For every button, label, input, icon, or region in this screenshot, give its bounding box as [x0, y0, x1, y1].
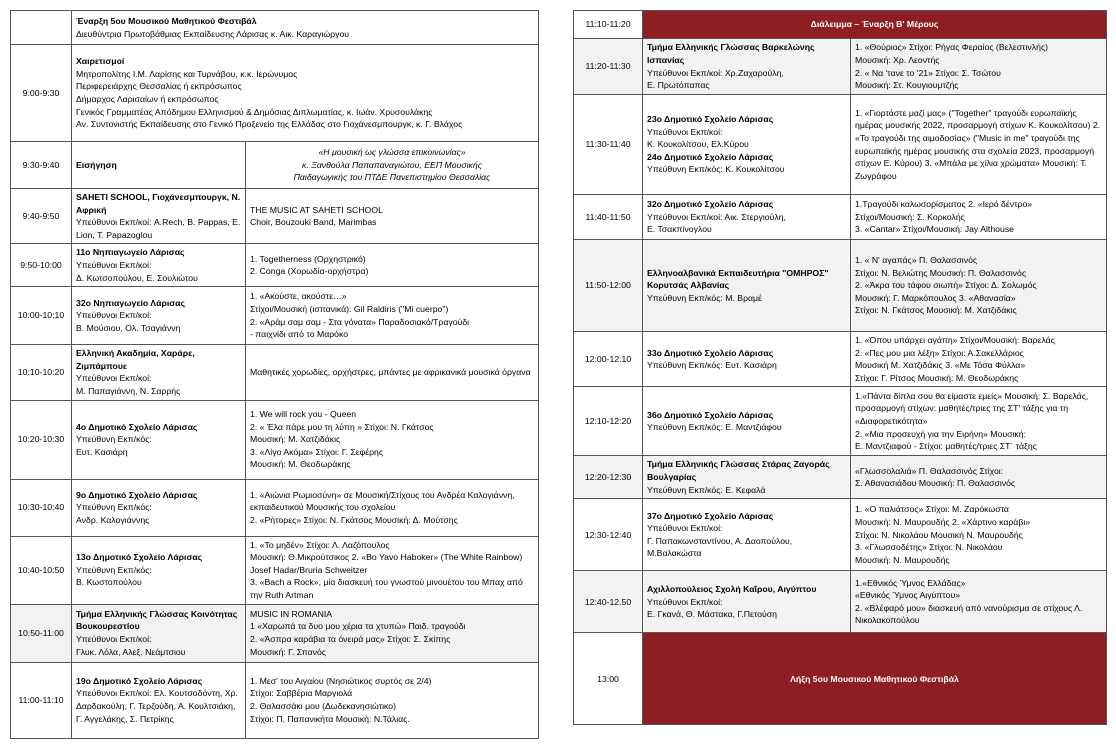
performer-name: 11ο Νηπιαγωγείο Λάρισας [76, 247, 185, 258]
performer-line [647, 583, 846, 608]
time-cell: 13:00 [574, 633, 643, 725]
program-line: «Εθνικός Ύμνος Αιγύπτου» [855, 590, 961, 601]
teacher-line: Υπεύθυνοι Εκπ/κοί: [76, 259, 152, 270]
teacher-line: Μ. Παπαγιάννη, Ν. Σαρρής [76, 385, 181, 396]
program-cell [246, 604, 539, 662]
performer-name: 33ο Δημοτικό Σχολείο Λάρισας [647, 347, 774, 358]
closing-row [574, 633, 1107, 725]
performer-cell [72, 287, 246, 345]
program-line: - παιχνίδι από το Μαρόκο [250, 329, 349, 340]
program-line: Στίχοι: Σαββέρια Μαργιολά [250, 688, 353, 699]
teacher-line: Υπεύθυνη Εκπ/κός: Κ. Κουκολίτσου [647, 164, 785, 175]
program-cell [246, 142, 539, 189]
performer-cell [72, 536, 246, 604]
program-line: Στίχοι/Μουσική (ισπανικά): Gil Raldiris ("Mi cuerpo") [250, 304, 449, 315]
time-cell: 11:20-11:30 [574, 39, 643, 95]
greeting-line: Μητροπολίτης Ι.Μ. Λαρίσης και Τυρνάβου, κ.κ. Ιερώνυμος [76, 68, 298, 79]
program-line: 2. Θαλασσάκι μου (Δωδεκανησιώτικο) [250, 701, 397, 712]
time-cell: 9:00-9:30 [11, 45, 72, 142]
greetings-title: Χαιρετισμοί [76, 56, 125, 67]
time-cell: 11:50-12:00 [574, 240, 643, 332]
greeting-line: Δήμαρχος Λαρισαίων ή εκπρόσωπος [76, 94, 219, 104]
program-cell [851, 95, 1107, 195]
teacher-line: Υπεύθυνοι Εκπ/κοί: [647, 126, 723, 137]
schedule-row [574, 95, 1107, 195]
program-line: Μουσική Μ. Χατζιδάκις 3. «Με Τόσα Φύλλα» [855, 360, 1026, 371]
performer-cell [643, 456, 851, 499]
schedule-row [574, 571, 1107, 633]
program-line: Στίχοι: Ν. Βελιώτης Μουσική: Π. Θαλασσινός [855, 267, 1027, 278]
teacher-line: Κ. Κουκολίτσου, Ελ.Κύρου [647, 139, 749, 150]
teacher-line: Υπεύθυνοι Εκπ/κοί: Χρ.Ζαχαρούλη, [647, 67, 784, 78]
performer-cell [643, 95, 851, 195]
teacher-line: Υπεύθυνοι Εκπ/κοί: [647, 523, 723, 534]
program-cell [851, 387, 1107, 456]
program-line: 2. «Πες μου μια λέξη» Στίχοι: Α.Σακελλάριος [855, 347, 1024, 358]
teacher-line: Υπεύθυνοι Εκπ/κοί: [76, 634, 152, 645]
teacher-line: Υπεύθυνη Εκπ/κός: [76, 434, 152, 445]
performer-cell [72, 345, 246, 400]
performer-name: SAHETI SCHOOL, Γιοχάνεσμπουργκ, Ν. Αφρική [76, 192, 241, 215]
teacher-line: Υπεύθυνοι Εκπ/κοί: Αικ. Στεργιούλη, [647, 211, 786, 222]
program-line: Σ. Αθανασιάδου Μουσική: Π. Θαλασσινός [855, 478, 1016, 489]
break-banner: Διάλειμμα – Έναρξη Β' Μέρους [643, 11, 1107, 39]
teacher-line: Υπεύθυνοι Εκπ/κοί: [76, 373, 152, 384]
program-line: 1. Μεσ' του Αιγαίου (Νησιώτικος συρτός σε 2/4) [250, 675, 432, 686]
program-cell [246, 287, 539, 345]
program-line: 1.«Πάντα δίπλα σου θα είμαστε εμείς» Μουσική: Σ. Βαρελάς, προσαρμογή στίχων: μαθητές/τριες της ΣΤ' τάξης για τη «Διαφορετικότητα» [855, 390, 1089, 427]
schedule-row [574, 39, 1107, 95]
schedule-row [11, 287, 539, 345]
teacher-line: Γ. Παπακωνσταντίνου, Α. Δαοπούλου, [647, 535, 793, 546]
performer-cell [72, 604, 246, 662]
program-cell [851, 332, 1107, 387]
schedule-row [11, 536, 539, 604]
program-line: Choir, Bouzouki Band, Marimbas [250, 217, 377, 228]
teacher-line: Ε. Πρωτόπαπας [647, 80, 710, 91]
program-line: Ε. Μαντζιαφού - Στίχοι: μαθητές/τριες ΣΤ΄ τάξης [855, 441, 1037, 452]
performer-name: Τμήμα Ελληνικής Γλώσσας Κοινότητας Βουκουρεστίου [76, 608, 238, 632]
performer-name: Τμήμα Ελληνικής Γλώσσας Βαρκελώνης Ισπανίας [647, 42, 815, 65]
program-line: Μουσική: Μ. Θεοδωράκης [250, 459, 351, 470]
performer-name: Ελληνική Ακαδημία, Χαράρε, Ζιμπάμπουε [76, 348, 195, 371]
schedule-row [11, 345, 539, 400]
program-line: Στίχοι: Π. Παπανικήτα Μουσική: Ν.Τάλιας. [250, 713, 410, 724]
program-line: 2. « Να 'τανε το '21» Στίχοι: Σ. Τσώτου [855, 67, 1001, 78]
performer-cell [643, 571, 851, 633]
schedule-row [11, 662, 539, 738]
program-line: 2. «Άκρα του τάφου σιωπή» Στίχοι: Δ. Σολωμός [855, 280, 1037, 291]
program-line: Μαθητικές χορωδίες, ορχήστρες, μπάντες με αφρικανικά μουσικά όργανα [250, 367, 531, 378]
teacher-line: Ευτ. Κασιάρη [76, 446, 128, 457]
program-line: Μουσική: Γ. Μαρκόπουλος 3. «Αθανασία» [855, 292, 1016, 303]
program-line: 2. «Βλέφαρό μου» διασκευή από νανούρισμα σε στίχους Λ. Νικολακοπούλου [855, 602, 1083, 626]
performer-cell [643, 332, 851, 387]
performer-cell [72, 479, 246, 536]
time-cell: 11:10-11:20 [574, 11, 643, 39]
program-line: Μουσική: Θ.Μικρούτσικος 2. «Bo Yavo Haboker» (The White Rainbow) Josef Hadar/Bruria Schweitzer [250, 552, 523, 575]
time-cell: 11:40-11:50 [574, 195, 643, 240]
program-line: 2. « Έλα πάρε μου τη λύπη » Στίχοι: Ν. Γκάτσος [250, 421, 434, 432]
program-cell [851, 39, 1107, 95]
teacher-line: Δ. Κωτσοπούλου, Ε. Σουλιώτου [76, 272, 198, 283]
teacher-line: Υπεύθυνη Εκπ/κός: [76, 502, 152, 513]
opening-subtitle: Διευθύντρια Πρωτοβάθμιας Εκπαίδευσης Λάρισας κ. Αικ. Καραγιώργου [76, 28, 350, 39]
greeting-line: Γενικός Γραμματέας Απόδημου Ελληνισμού & Δημόσιας Διπλωματίας, κ. Ιωάν. Χρυσουλάκης [76, 106, 433, 117]
time-cell: 10:10-10:20 [11, 345, 72, 400]
program-line: Μουσική: Χρ. Λεοντής [855, 54, 940, 65]
program-line: 2. «Αράμ σαμ σαμ - Στα γόνατα» Παραδοσιακό/Τραγούδι [250, 316, 470, 327]
program-cell [246, 662, 539, 738]
program-cell [851, 571, 1107, 633]
performer-name: Αχιλλοπούλειος Σχολή Καΐρου, Αιγύπτου [647, 583, 817, 594]
teacher-line: Υπεύθυνη Εκπ/κός: Ε. Κεφαλά [647, 484, 766, 495]
time-cell: 10:30-10:40 [11, 479, 72, 536]
program-line: 2. «Ρήτορες» Στίχοι: Ν. Γκάτσος Μουσική: Δ. Μούτσης [250, 514, 458, 525]
schedule-row [574, 499, 1107, 571]
program-line: 1. « Ν' αγαπάς» Π. Θαλασσινός [855, 255, 978, 266]
program-line: 1 «Χαρωπά τα δυο μου χέρια τα χτυπώ» Παιδ. τραγούδι [250, 621, 466, 632]
program-cell [246, 479, 539, 536]
teacher-line: Μ.Βαλακώστα [647, 548, 702, 559]
time-cell [11, 11, 72, 45]
greetings-cell [72, 45, 539, 142]
schedule-table-part-1 [10, 10, 539, 739]
program-line: 1. «Όπου υπάρχει αγάπη» Στίχοι/Μουσική: Βαρελάς [855, 335, 1055, 345]
program-line: 2. «Μια προσευχή για την Ειρήνη» Μουσική: [855, 428, 1027, 439]
performer-cell [72, 662, 246, 738]
program-line: «Γλωσσολαλιά» Π. Θαλασσινός Στίχοι: [855, 465, 1004, 476]
program-cell [851, 240, 1107, 332]
time-cell: 12:40-12.50 [574, 571, 643, 633]
program-line: Μουσική: Γ. Σπανός [250, 646, 326, 657]
performer-note: Υπεύθυνοι Εκπ/κοί: [647, 596, 723, 607]
program-line: 1.«Εθνικός Ύμνος Ελλάδας» [855, 577, 966, 588]
program-line: 1. «Το μηδέν» Στίχοι: Λ. Λαζόπουλος [250, 539, 390, 550]
program-line: 3. «Cantar» Στίχοι/Μουσική: Jay Althouse [855, 224, 1015, 235]
time-cell: 11:00-11:10 [11, 662, 72, 738]
program-line: 3. «Λίγο Ακόμα» Στίχοι: Γ. Σεφέρης [250, 446, 384, 457]
performer-cell [72, 189, 246, 244]
teacher-line: Υπεύθυνη Εκπ/κός: Μ. Βραμέ [647, 292, 762, 303]
schedule-row [11, 479, 539, 536]
program-cell [246, 244, 539, 287]
performer-name: 32ο Δημοτικό Σχολείο Λάρισας [647, 199, 774, 210]
schedule-row [574, 456, 1107, 499]
schedule-table-part-2 [573, 10, 1107, 725]
performer-name: Ελληνοαλβανικά Εκπαιδευτήρια "ΟΜΗΡΟΣ" Κορυτσάς Αλβανίας [647, 267, 829, 291]
teacher-line: Β. Κωστοπούλου [76, 577, 142, 588]
program-line: Μουσική: Μ. Χατζιδάκις [250, 434, 341, 445]
performer-cell [72, 244, 246, 287]
program-line: 1. «Ο παλιάτσος» Στίχοι: Μ. Ζαρόκωστα [855, 504, 1009, 515]
performer-cell [643, 195, 851, 240]
performer-name: 24ο Δημοτικό Σχολείο Λάρισας [647, 151, 774, 162]
schedule-row [574, 240, 1107, 332]
teacher-line: Υπεύθυνη Εκπ/κός: [76, 564, 152, 575]
program-line: Στίχοι/Μουσική: Σ. Κορκολής [855, 211, 965, 222]
program-line: Μουσική: Στ. Κουγιουμτζής [855, 80, 959, 91]
performer-cell [643, 499, 851, 571]
performer-cell [72, 142, 246, 189]
program-line: 1. Togetherness (Ορχηστρικό) [250, 253, 366, 264]
time-cell: 9:50-10:00 [11, 244, 72, 287]
time-cell: 12:30-12:40 [574, 499, 643, 571]
program-line: Στίχοι: Ν. Νικολάου Μουσική Ν. Μαυρουδής [855, 529, 1023, 540]
teacher-line: Υπεύθυνοι Εκπ/κοί: A.Rech, B. Pappas, E. Lion, T. Papazoglou [76, 217, 241, 240]
performer-cell [72, 400, 246, 479]
program-line: 3. «Bach a Rock», μία διασκευή του γνωστού μινουέτου του Μπαχ από την Ruth Artman [250, 577, 523, 600]
schedule-row [11, 604, 539, 662]
time-cell: 12:00-12:10 [574, 332, 643, 387]
greetings-row [11, 45, 539, 142]
program-cell [851, 456, 1107, 499]
program-line: 1. We will rock you - Queen [250, 409, 357, 420]
program-cell [246, 400, 539, 479]
greeting-line: Περιφερειάρχης Θεσσαλίας ή εκπρόσωπος [76, 81, 242, 92]
time-cell: 9:30-9:40 [11, 142, 72, 189]
program-line: MUSIC IN ROMANIA [250, 608, 333, 619]
performer-name: 36ο Δημοτικό Σχολείο Λάρισας [647, 409, 774, 420]
program-line: Παιδαγωγικής του ΠΤΔΕ Πανεπιστημίου Θεσσαλίας [293, 172, 491, 183]
program-cell [246, 189, 539, 244]
opening-title: Έναρξη 5ου Μουσικού Μαθητικού Φεστιβάλ [76, 15, 257, 26]
program-line: Στίχοι: Γ. Ρίτσος Μουσική: Μ. Θεοδωράκης [855, 372, 1019, 383]
program-line: 3. «Γλωσσοδέτης» Στίχοι: Ν. Νικολάου [855, 542, 1003, 553]
teacher-line: Υπεύθυνοι Εκπ/κοί: [76, 310, 152, 321]
teacher-line: Υπεύθυνοι Εκπ/κοί: Ελ. Κουτσοδόντη, Χρ. Δαρδακούλη, Γ. Τερζούδη, Α. Κουλτσιάκη, Γ. Αγγελάκης, Σ. Πετρίκης [76, 688, 238, 724]
performer-name: Εισήγηση [76, 159, 117, 170]
teacher-line: Ανδρ. Καλογιάννης [76, 514, 150, 525]
schedule-row [574, 387, 1107, 456]
program-cell [851, 499, 1107, 571]
schedule-row [574, 332, 1107, 387]
time-cell: 10:50-11:00 [11, 604, 72, 662]
program-line: «Η μουσική ως γλώσσα επικοινωνίας» [318, 147, 466, 158]
program-line: Μουσική: Ν. Μαυρουδής [855, 554, 950, 565]
time-cell: 12:10-12:20 [574, 387, 643, 456]
teacher-line: Ε. Τσακπίνογλου [647, 224, 712, 235]
time-cell: 12:20-12:30 [574, 456, 643, 499]
time-cell: 9:40-9:50 [11, 189, 72, 244]
program-line: Στίχοι: Ν. Γκάτσος Μουσική: Μ. Χατζιδάκις [855, 305, 1017, 316]
program-line: 1. «Αιώνια Ρωμιοσύνη» σε Μουσική/Στίχους του Ανδρέα Καλογιάννη, εκπαιδευτικού Μουσικής του σχολείου [250, 489, 515, 513]
teacher-line: Ε. Γκανά, Θ. Μάστακα, Γ.Πετούση [647, 609, 777, 620]
performer-name: 37ο Δημοτικό Σχολείο Λάρισας [647, 510, 774, 521]
performer-name: 32ο Νηπιαγωγείο Λάρισας [76, 297, 186, 308]
teacher-line: Υπεύθυνη Εκπ/κός: Ευτ. Κασιάρη [647, 360, 777, 371]
opening-row [11, 11, 539, 45]
time-cell: 10:40-10:50 [11, 536, 72, 604]
schedule-row [11, 189, 539, 244]
performer-name: 4ο Δημοτικό Σχολείο Λάρισας [76, 421, 198, 432]
greeting-line: Αν. Συντονιστής Εκπαίδευσης στο Γενικό Προξενείο της Ελλάδας στο Γιοχάνεσμπουργκ, κ. Γ. Βλάχος [76, 119, 463, 130]
performer-name: 9ο Δημοτικό Σχολείο Λάρισας [76, 489, 198, 500]
program-line: 1.Τραγούδι καλωσορίσματος 2. «Ιερό δέντρο» [855, 199, 1033, 210]
performer-cell [643, 39, 851, 95]
schedule-row [574, 195, 1107, 240]
time-cell: 10:00-10:10 [11, 287, 72, 345]
program-cell [246, 345, 539, 400]
program-line: 1. «Θούριος» Στίχοι: Ρήγας Φεραίος (Βελεστινλής) [855, 42, 1049, 53]
teacher-line: Β. Μούσιου, Ολ. Τσαγιάννη [76, 322, 181, 333]
performer-cell [643, 387, 851, 456]
program-line: THE MUSIC AT SAHETI SCHOOL [250, 204, 383, 215]
program-line: 1. «Ακούστε, ακούστε…» [250, 291, 347, 302]
performer-name: Τμήμα Ελληνικής Γλώσσας Στάρας Ζαγοράς Βουλγαρίας [647, 459, 830, 483]
break-row [574, 11, 1107, 39]
program-line: 2. Conga (Χορωδία-ορχήστρα) [250, 266, 369, 277]
time-cell: 10:20-10:30 [11, 400, 72, 479]
program-line: κ. Ξανθούλα Παπαπαναγιώτου, ΕΕΠ Μουσικής [302, 159, 482, 170]
teacher-line: Υπεύθυνη Εκπ/κός: Ε. Μαντζιάφου [647, 422, 782, 433]
closing-banner: Λήξη 5ου Μουσικού Μαθητικού Φεστιβάλ [643, 633, 1107, 725]
time-cell: 11:30-11:40 [574, 95, 643, 195]
program-line: 1. «Γιορτάστε μαζί μας» ("Together" τραγούδι ευρωπαϊκής ημέρας μουσικής 2022, προσαρμογή στίχων Κ. Κουκολίτσου) 2. «Το τραγούδι της αιμοδοσίας» ("Music in me" τραγούδι της ευρωπαϊκής ημέρας μουσικής στα σχολεία 2023, προσαρμογή στίχων Ε. Κύρου) 3. «Μπάλα με χίλια χρώματα» Μουσική: Τ. Ζωγράφου [855, 107, 1101, 181]
program-cell [851, 195, 1107, 240]
performer-name: 23ο Δημοτικό Σχολείο Λάρισας [647, 114, 774, 125]
performer-cell [643, 240, 851, 332]
schedule-row [11, 244, 539, 287]
performer-name: 19ο Δημοτικό Σχολείο Λάρισας [76, 675, 203, 686]
program-cell [246, 536, 539, 604]
program-line: 2. «Άσπρα καράβια τα όνειρά μας» Στίχοι: Σ. Σκίπης [250, 634, 451, 645]
performer-name: 13ο Δημοτικό Σχολείο Λάρισας [76, 552, 203, 563]
program-line: Μουσική: Ν. Μαυρουδής 2. «Χάρτινο καράβι» [855, 516, 1031, 527]
schedule-row [11, 142, 539, 189]
teacher-line: Γλυκ. Λόλα, Αλεξ. Νεάμτσιου [76, 646, 186, 657]
opening-cell [72, 11, 539, 45]
schedule-row [11, 400, 539, 479]
